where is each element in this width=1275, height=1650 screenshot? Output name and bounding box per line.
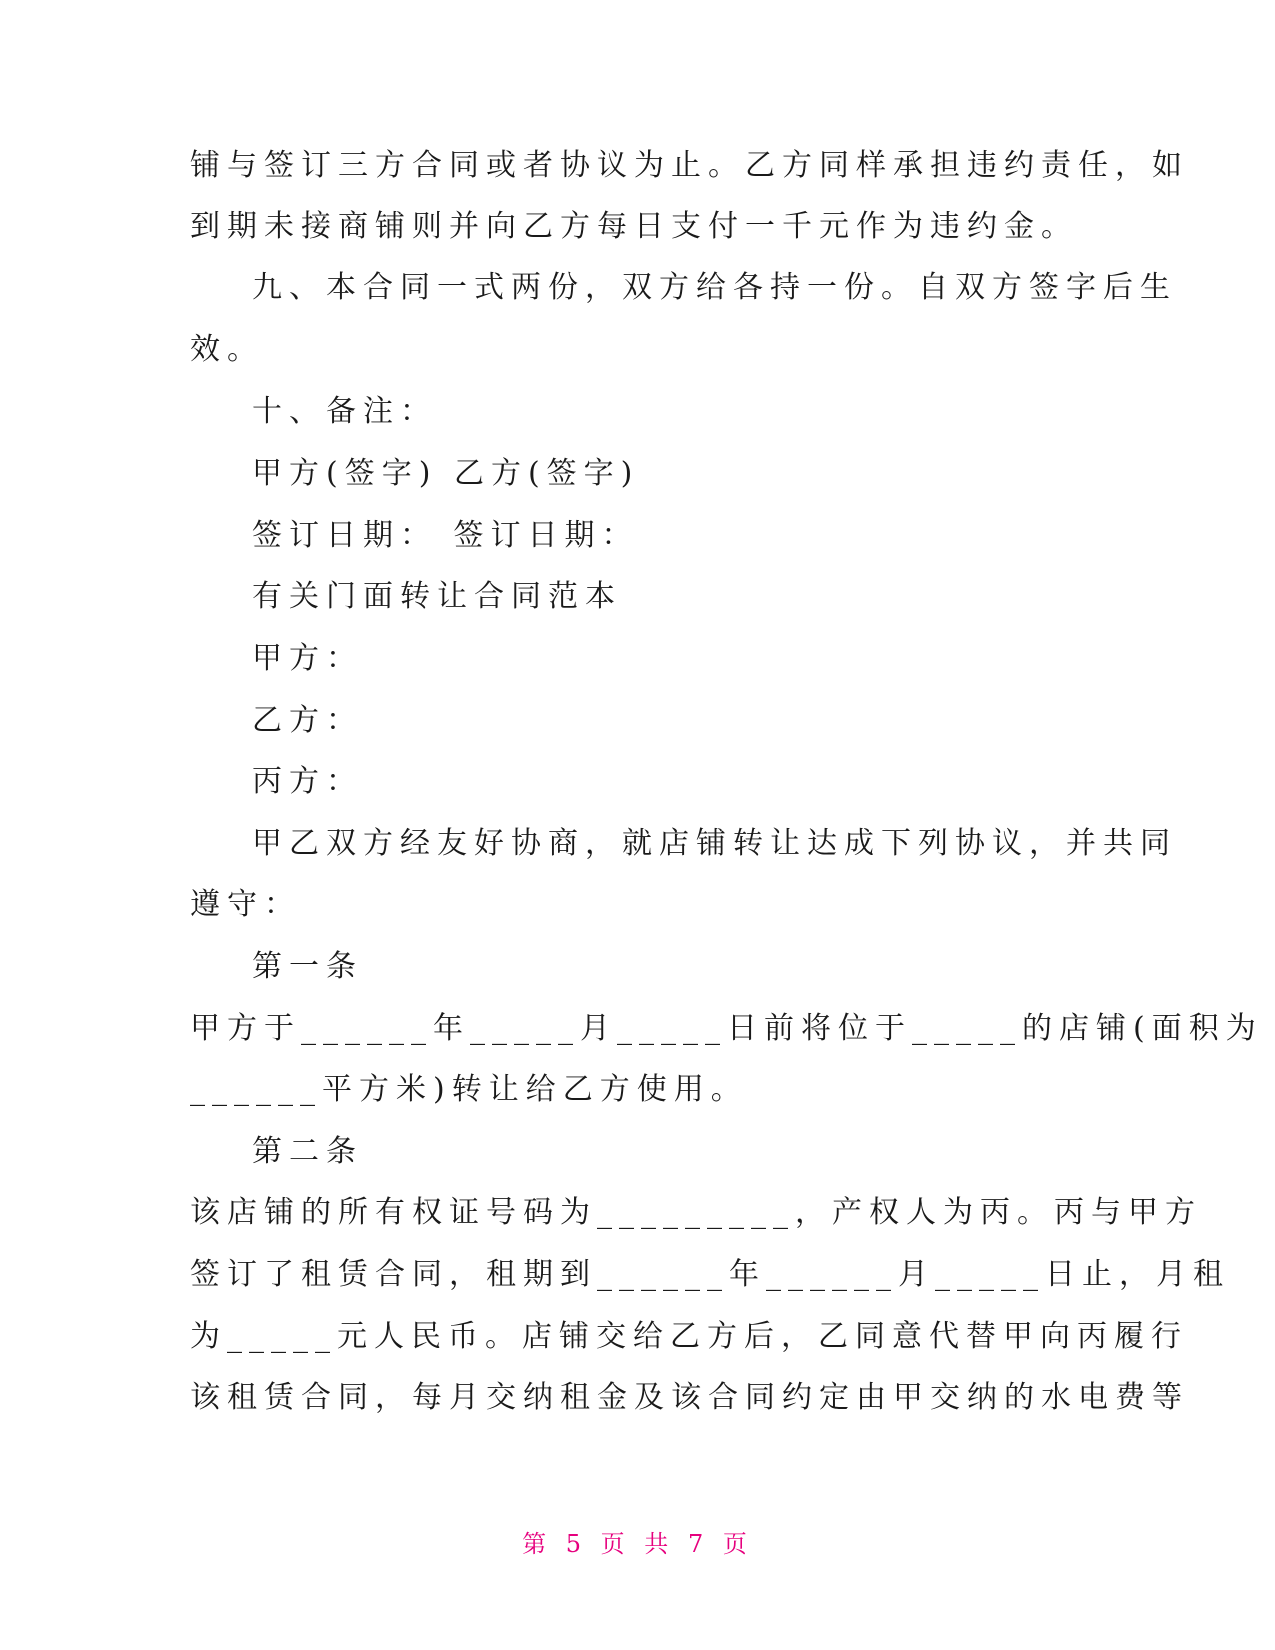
paragraph-line: 签订日期： 签订日期： [252,518,639,553]
paragraph-line: 有关门面转让合同范本 [252,579,622,614]
paragraph-line: 遵守： [190,887,301,922]
paragraph-line: 效。 [190,332,264,367]
paragraph-line: 该租赁合同，每月交纳租金及该合同约定由甲交纳的水电费等 [190,1380,1189,1415]
page-number-footer: 第 5 页 共 7 页 [522,1530,753,1558]
paragraph-line: 甲乙双方经友好协商，就店铺转让达成下列协议，并共同 [252,826,1177,861]
paragraph-line: 乙方： [252,703,363,738]
paragraph-line: 十、备注： [252,394,437,429]
paragraph-line: 丙方： [252,764,363,799]
paragraph-line: 甲方(签字) 乙方(签字) [252,456,640,491]
paragraph-line: ______平方米)转让给乙方使用。 [190,1072,748,1107]
paragraph-line: 九、本合同一式两份，双方给各持一份。自双方签字后生 [252,270,1177,305]
paragraph-line: 签订了租赁合同，租期到______年______月_____日止，月租 [190,1257,1230,1292]
paragraph-line: 第一条 [252,949,363,984]
paragraph-line: 到期未接商铺则并向乙方每日支付一千元作为违约金。 [190,209,1078,244]
paragraph-line: 为_____元人民币。店铺交给乙方后，乙同意代替甲向丙履行 [190,1319,1188,1354]
paragraph-line: 第二条 [252,1134,363,1169]
paragraph-line: 甲方： [252,641,363,676]
paragraph-line: 该店铺的所有权证号码为_________，产权人为丙。丙与甲方 [190,1195,1202,1230]
paragraph-line: 铺与签订三方合同或者协议为止。乙方同样承担违约责任，如 [190,148,1189,183]
paragraph-line: 甲方于______年_____月_____日前将位于_____的店铺(面积为 [190,1011,1263,1046]
